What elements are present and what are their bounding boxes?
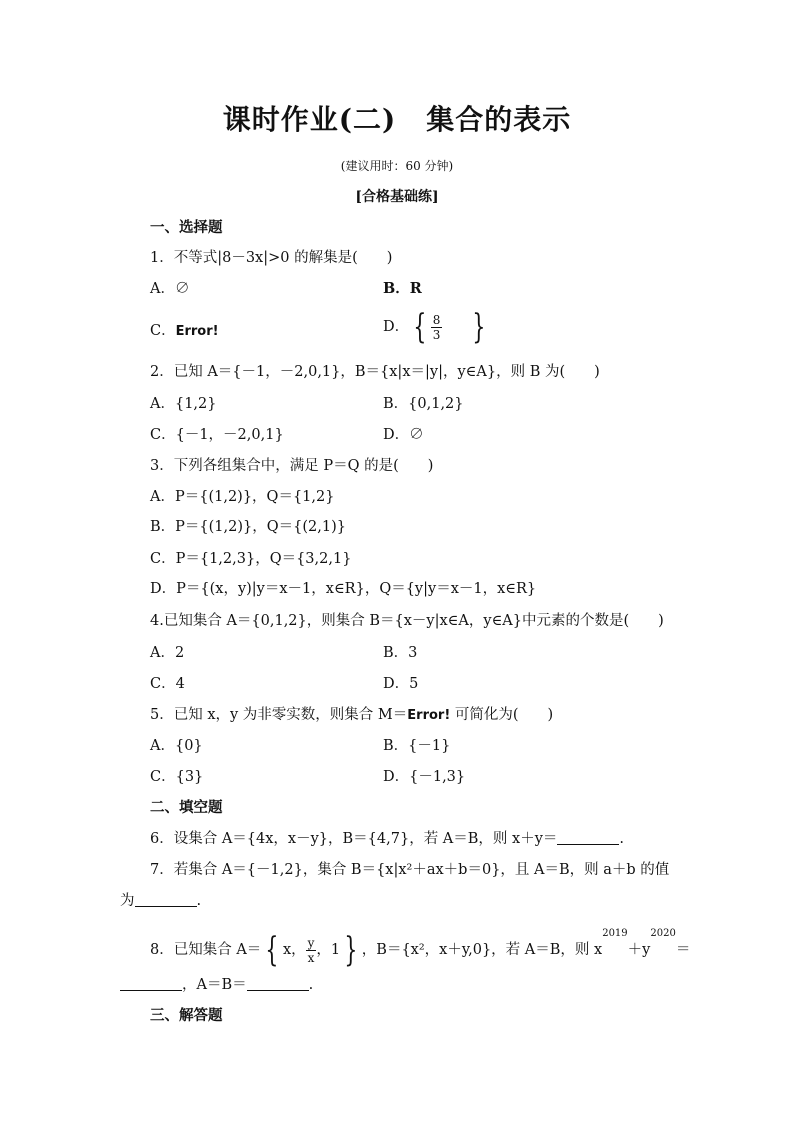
question-7-stem: 7．若集合 A＝{－1,2}，集合 B＝{x|x²＋ax＋b＝0}，且 A＝B，则 a＋b 的值 <box>150 862 670 878</box>
q3-option-b: B．P＝{(1,2)}，Q＝{(2,1)} <box>150 519 346 535</box>
section-heading-choice: 一、选择题 <box>150 219 223 236</box>
q2-option-b: B．{0,1,2} <box>383 396 464 412</box>
right-brace: } <box>344 930 358 970</box>
q5-option-c: C．{3} <box>150 769 204 785</box>
answer-blank <box>135 892 197 907</box>
right-brace: } <box>472 307 486 347</box>
question-7-cont: 为 . <box>120 893 202 909</box>
answer-blank <box>247 976 309 991</box>
question-5-stem: 5．已知 x，y 为非零实数，则集合 M＝Error! 可简化为( ) <box>150 707 554 723</box>
q4-option-c: C．4 <box>150 676 185 692</box>
fraction: $\frac{y}{x}$ <box>307 935 315 965</box>
page-title: 课时作业(二) 集合的表示 <box>222 103 572 136</box>
question-2-stem: 2．已知 A＝{－1，－2,0,1}，B＝{x|x＝|y|，y∈A}，则 B 为( ) <box>150 364 600 380</box>
question-8-stem: 8．已知集合 A＝ { x， $\frac{y}{x}$ ，1 } ，B＝{x²，x＋y,0}，若 A＝B，则 $x^{2019}+y^{2020}=$ <box>150 928 691 970</box>
answer-blank <box>557 830 619 845</box>
left-brace: { <box>413 307 427 347</box>
q2-option-a: A．{1,2} <box>150 396 217 412</box>
q4-option-b: B．3 <box>383 645 418 661</box>
q3-option-d: D．P＝{(x，y)|y＝x－1，x∈R}，Q＝{y|y＝x－1，x∈R} <box>150 581 537 597</box>
question-1-stem: 1．不等式|8－3x|>0 的解集是( ) <box>150 250 393 266</box>
level-heading: [合格基础练] <box>355 189 439 205</box>
section-heading-answer: 三、解答题 <box>150 1007 223 1024</box>
q5-option-b: B．{－1} <box>383 738 451 754</box>
q4-option-d: D．5 <box>383 676 419 692</box>
time-note: (建议用时：60 分钟) <box>340 159 454 173</box>
q5-option-a: A．{0} <box>150 738 203 754</box>
error-placeholder: Error! <box>175 324 219 339</box>
section-heading-fill: 二、填空题 <box>150 799 223 816</box>
q1-option-b: B．R <box>383 280 422 297</box>
q1-option-d: D． { $\frac{8}{3}$ } <box>383 307 486 347</box>
error-placeholder: Error! <box>407 708 451 723</box>
q5-option-d: D．{－1,3} <box>383 769 466 785</box>
q2-option-c: C．{－1，－2,0,1} <box>150 427 284 443</box>
q1-option-a: A．∅ <box>150 281 190 297</box>
question-8-cont: ，A＝B＝ . <box>120 975 313 995</box>
question-3-stem: 3．下列各组集合中，满足 P＝Q 的是( ) <box>150 458 434 474</box>
q4-option-a: A．2 <box>150 645 185 661</box>
q3-option-a: A．P＝{(1,2)}，Q＝{1,2} <box>150 489 335 505</box>
q3-option-c: C．P＝{1,2,3}，Q＝{3,2,1} <box>150 551 352 567</box>
q2-option-d: D．∅ <box>383 427 424 443</box>
answer-blank <box>120 976 182 991</box>
q1-option-c: C．Error! <box>150 323 219 339</box>
question-4-stem: 4.已知集合 A＝{0,1,2}，则集合 B＝{x－y|x∈A，y∈A}中元素的个数是( ) <box>150 613 664 629</box>
question-6-stem: 6．设集合 A＝{4x，x－y}，B＝{4,7}，若 A＝B，则 x＋y＝ . <box>150 831 625 847</box>
left-brace: { <box>265 930 279 970</box>
fraction: $\frac{8}{3}$ <box>432 312 441 342</box>
